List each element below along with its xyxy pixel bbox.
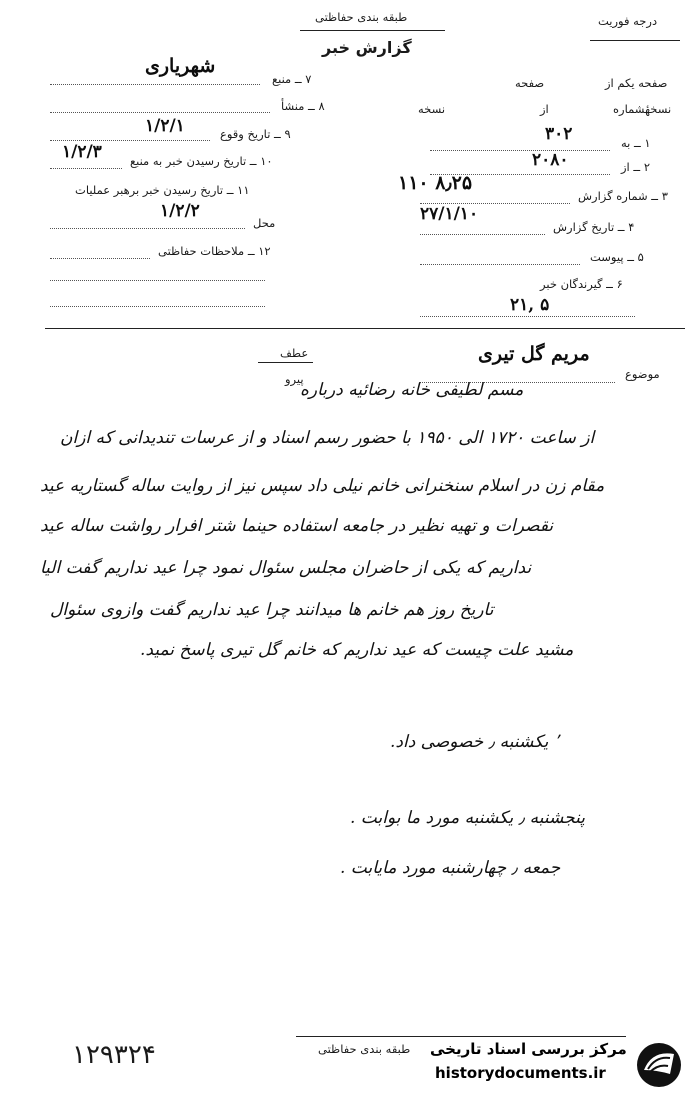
field-6-label: ۶ ــ گیرندگان خبر	[540, 277, 623, 291]
priority-label: درجه فوریت	[598, 14, 658, 28]
body-line-1: مسم لطیفی خانه رضائیه درباره	[300, 380, 524, 400]
atf-line	[258, 362, 313, 363]
field-11-label: ۱۱ ــ تاریخ رسیدن خبر برهبر عملیات	[75, 183, 250, 197]
classification-top: طبقه بندی حفاظتی	[315, 10, 408, 24]
section-separator	[45, 328, 685, 329]
body-line-10: جمعه ٫ چهارشنبه مورد مایابت .	[340, 858, 561, 878]
field-10-label: ۱۰ ــ تاریخ رسیدن خبر به منبع	[130, 154, 273, 168]
field-10-value: ۱/۲/۳	[62, 142, 102, 162]
field-9-value: ۱/۲/۱	[145, 116, 185, 136]
handwritten-archive-number: ۱۲۹۳۲۴	[72, 1040, 156, 1070]
copy-label: نسخهٔشماره	[613, 102, 672, 116]
field-7-value: شهریاری	[145, 55, 216, 77]
subject-label: موضوع	[625, 367, 660, 381]
field-12-dots-3	[50, 306, 265, 307]
classification-bottom: طبقه بندی حفاظتی	[318, 1042, 411, 1056]
field-1-label: ۱ ــ به	[621, 136, 651, 150]
field-6-value: ۵ ,۲۱	[510, 295, 550, 315]
body-line-7: مشید علت چیست که عید نداریم که خانم گل تیری پاسخ نمید.	[140, 640, 574, 660]
field-2-value: ۲۰۸۰	[532, 150, 569, 170]
copy-of: از	[540, 102, 549, 116]
priority-underline	[590, 40, 680, 41]
subject-value: مریم گل تیری	[478, 343, 590, 365]
field-8-dots	[50, 112, 270, 113]
field-3-value: ۸٫۲۵ ۱۱۰	[398, 172, 473, 194]
body-line-6: تاریخ روز هم خانم ها میدانند چرا عید نداریم گفت وازوی سئوال	[50, 600, 494, 620]
body-line-9: پنجشنبه ٫ یکشنبه مورد ما بوابت .	[350, 808, 586, 828]
field-7-label: ۷ ــ منبع	[272, 72, 312, 86]
field-11-value: ۱/۲/۲	[160, 201, 200, 221]
field-8-label: ۸ ــ منشأ	[281, 99, 325, 113]
page-suffix: صفحه	[515, 76, 545, 90]
archive-logo-icon	[630, 1040, 688, 1090]
body-line-2: از ساعت ۱۷۲۰ الی ۱۹۵۰ با حضور رسم اسناد و از عرسات تندیدانی که ازان	[60, 428, 595, 448]
field-7-dots	[50, 84, 260, 85]
field-4-dots	[420, 234, 545, 235]
copy-suffix: نسخه	[418, 102, 446, 116]
field-10-dots	[50, 168, 122, 169]
biro-label: پیرو	[285, 372, 304, 386]
field-1-value: ۳۰۲	[545, 124, 573, 144]
body-line-4: نقصرات و تهیه نظیر در جامعه استفاده حینما شتر افرار رواشت ساله عید	[40, 516, 554, 536]
document-title: گزارش خبر	[322, 38, 412, 57]
atf-label: عطف	[280, 346, 309, 360]
field-9-label: ۹ ــ تاریخ وقوع	[220, 127, 291, 141]
field-12-label: ۱۲ ــ ملاحظات حفاظتی	[158, 244, 271, 258]
watermark-title: مرکز بررسی اسناد تاریخی	[430, 1040, 627, 1058]
field-1-dots	[430, 150, 610, 151]
field-9-dots	[50, 140, 210, 141]
body-line-3: مقام زن در اسلام سنخنرانی خانم نیلی داد سپس نیز از روایت ساله گستاریه عید	[40, 476, 605, 496]
field-5-dots	[420, 264, 580, 265]
footer-rule	[296, 1036, 626, 1037]
field-12-dots-2	[50, 280, 265, 281]
body-line-5: نداریم که یکی از حاضران مجلس سئوال نمود چرا عید نداریم گفت الیا	[40, 558, 532, 578]
field-12-dots-1	[50, 258, 150, 259]
field-4-label: ۴ ــ تاریخ گزارش	[553, 220, 635, 234]
page-label: صفحه یکم از	[605, 76, 668, 90]
field-2-label: ۲ ــ از	[621, 160, 650, 174]
classification-underline	[300, 30, 445, 31]
field-11-place: محل	[253, 216, 276, 230]
field-3-label: ۳ ــ شماره گزارش	[578, 189, 668, 203]
body-line-8: ٬ یکشنبه ٫ خصوصی داد.	[390, 732, 560, 752]
field-6-dots	[420, 316, 635, 317]
field-11-dots	[50, 228, 245, 229]
field-4-value: ۲۷/۱/۱۰	[420, 204, 479, 224]
watermark-url: historydocuments.ir	[435, 1064, 606, 1082]
field-5-label: ۵ ــ پیوست	[590, 250, 644, 264]
